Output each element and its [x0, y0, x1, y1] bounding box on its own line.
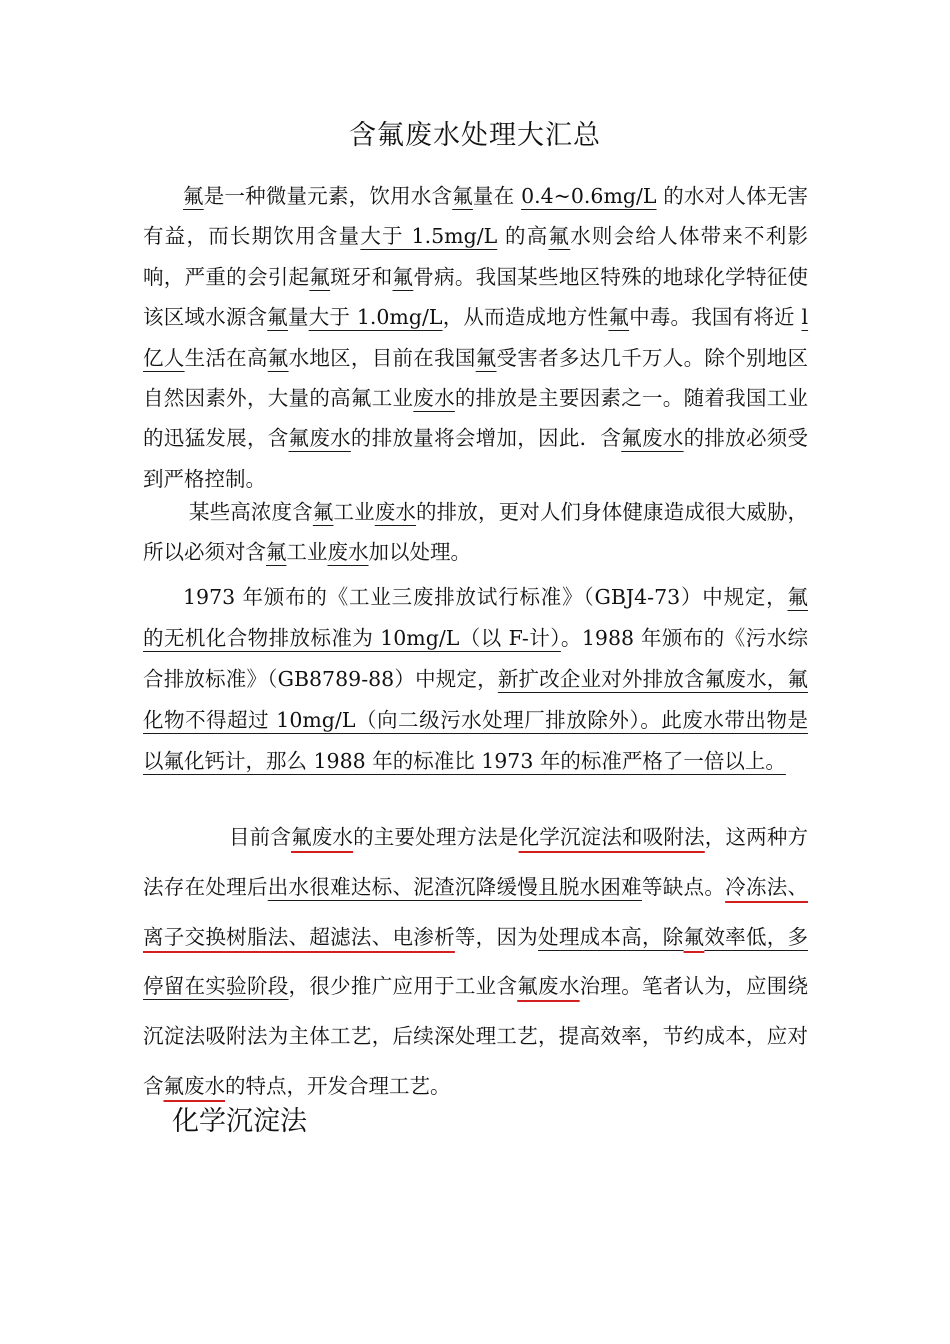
text-run: 某些高浓度含	[189, 500, 313, 524]
underlined-text: 氟	[608, 305, 630, 330]
text-run: ，这两种方法存在处理后	[143, 825, 809, 899]
underlined-text: 氟	[548, 224, 571, 249]
text-run: 的排放必须受到严格控制。	[143, 426, 809, 491]
paragraph-discharge-standards	[143, 577, 808, 782]
text-run: 等，因为	[454, 924, 539, 949]
paragraph-fluorine-intro	[143, 176, 808, 499]
text-run: 斑牙和	[330, 264, 393, 289]
underlined-text: 效率低，多停留在实验阶段	[143, 924, 809, 999]
underlined-text: 氟废水	[163, 1073, 225, 1098]
underlined-text: 氟废水	[517, 974, 580, 999]
underlined-text: 氟	[312, 500, 334, 524]
text-run: 的排放是主要因素之一。随着我国工业的迅猛发展，含	[143, 386, 809, 451]
underlined-text: 氟	[392, 264, 414, 289]
underlined-text: 新扩改企业对外排放含氟废水，氟化物不得超过 10mg/L（向二级污水处理厂排放除外）。此废水带出物是以氟化钙计，那么 1988 年的标准比 1973 年的标准严格了一倍以上。	[143, 667, 809, 773]
underlined-text: 氟	[475, 345, 497, 370]
underlined-text: 废水	[327, 540, 369, 565]
paragraph-treatment-methods	[143, 813, 808, 1112]
text-run: 中毒。我国有将近	[629, 305, 802, 330]
underlined-text: 化学沉淀法和吸附法	[518, 825, 705, 849]
text-run: 工业	[286, 540, 328, 565]
underlined-text: 氟	[683, 924, 705, 949]
text-run: 的排放量将会增加，因此．含	[350, 426, 622, 451]
text-run: 的主要处理方法是	[353, 825, 519, 849]
text-run: 治理。笔者认为，应围绕沉淀法吸附法为主体工艺，后续深处理工艺，提高效率，节约成本，应对含	[143, 974, 809, 1098]
text-run: 骨病。我国某些地区特殊的地球化学特征使该区域水源含	[143, 264, 809, 330]
text-run: 水则会给人体带来不利影响，严重的会引起	[143, 224, 809, 289]
text-run: 的水对人体无害有益，而长期饮用含量	[143, 184, 808, 249]
underlined-text: 处理成本高，除	[538, 924, 684, 949]
underlined-text: 氟	[183, 184, 204, 208]
text-run: 。1988 年颁布的《污水综合排放标准》（GB8789-88）中规定，	[143, 626, 809, 691]
text-run: 量	[287, 305, 309, 330]
underlined-text: 氟废水	[288, 426, 351, 451]
underlined-text: 氟废水	[291, 825, 354, 849]
section-heading: 化学沉淀法	[172, 1106, 307, 1137]
underlined-text: 0.4~0.6mg/L	[521, 184, 657, 208]
underlined-text: 冷冻法、离子交换树脂法、超滤法、电渗析	[143, 874, 809, 949]
text-run: 受害者多达几千万人。除个别地区自然因素外，大量的高氟工业	[143, 345, 809, 411]
underlined-text: 废水	[374, 500, 417, 524]
text-run: 加以处理。	[368, 540, 471, 565]
text-run: 的排放，更对人们身体健康造成很大威胁，所以必须对含	[143, 500, 809, 565]
text-run: 等缺点。	[641, 874, 726, 899]
text-run: 量在	[472, 184, 522, 208]
text-run: 工业	[333, 500, 375, 524]
underlined-text: 出水很难达标、泥渣沉降缓慢且脱水困难	[267, 874, 642, 899]
text-run: ，从而造成地方性	[442, 305, 609, 330]
text-run: 的特点，开发合理工艺。	[225, 1073, 451, 1098]
underlined-text: 大于 1.5mg/L	[360, 224, 498, 249]
underlined-text: 氟	[452, 184, 473, 208]
document-title: 含氟废水处理大汇总	[349, 120, 601, 151]
text-run: 1973 年颁布的《工业三废排放试行标准》（GBJ4-73）中规定，	[183, 585, 788, 609]
text-run: 是一种微量元素，饮用水含	[203, 184, 453, 208]
underlined-text: 氟	[267, 305, 288, 330]
text-run: 水地区，目前在我国	[288, 345, 476, 370]
text-run: 生活在高	[184, 345, 268, 370]
paragraph-industrial-wastewater	[143, 492, 808, 573]
underlined-text: 氟的无机化合物排放标准为 10mg/L（以 F-计）	[143, 585, 808, 650]
underlined-text: 氟	[266, 540, 287, 565]
underlined-text: 废水	[413, 386, 455, 411]
underlined-text: 大于 1.0mg/L	[308, 305, 443, 330]
underlined-text: l 亿人	[143, 305, 809, 370]
text-run: 的高	[497, 224, 549, 249]
text-run: 目前含	[229, 825, 292, 849]
underlined-text: 氟	[267, 345, 289, 370]
text-run: ，很少推广应用于工业含	[288, 974, 518, 999]
underlined-text: 氟	[309, 264, 331, 289]
underlined-text: 氟废水	[621, 426, 684, 451]
